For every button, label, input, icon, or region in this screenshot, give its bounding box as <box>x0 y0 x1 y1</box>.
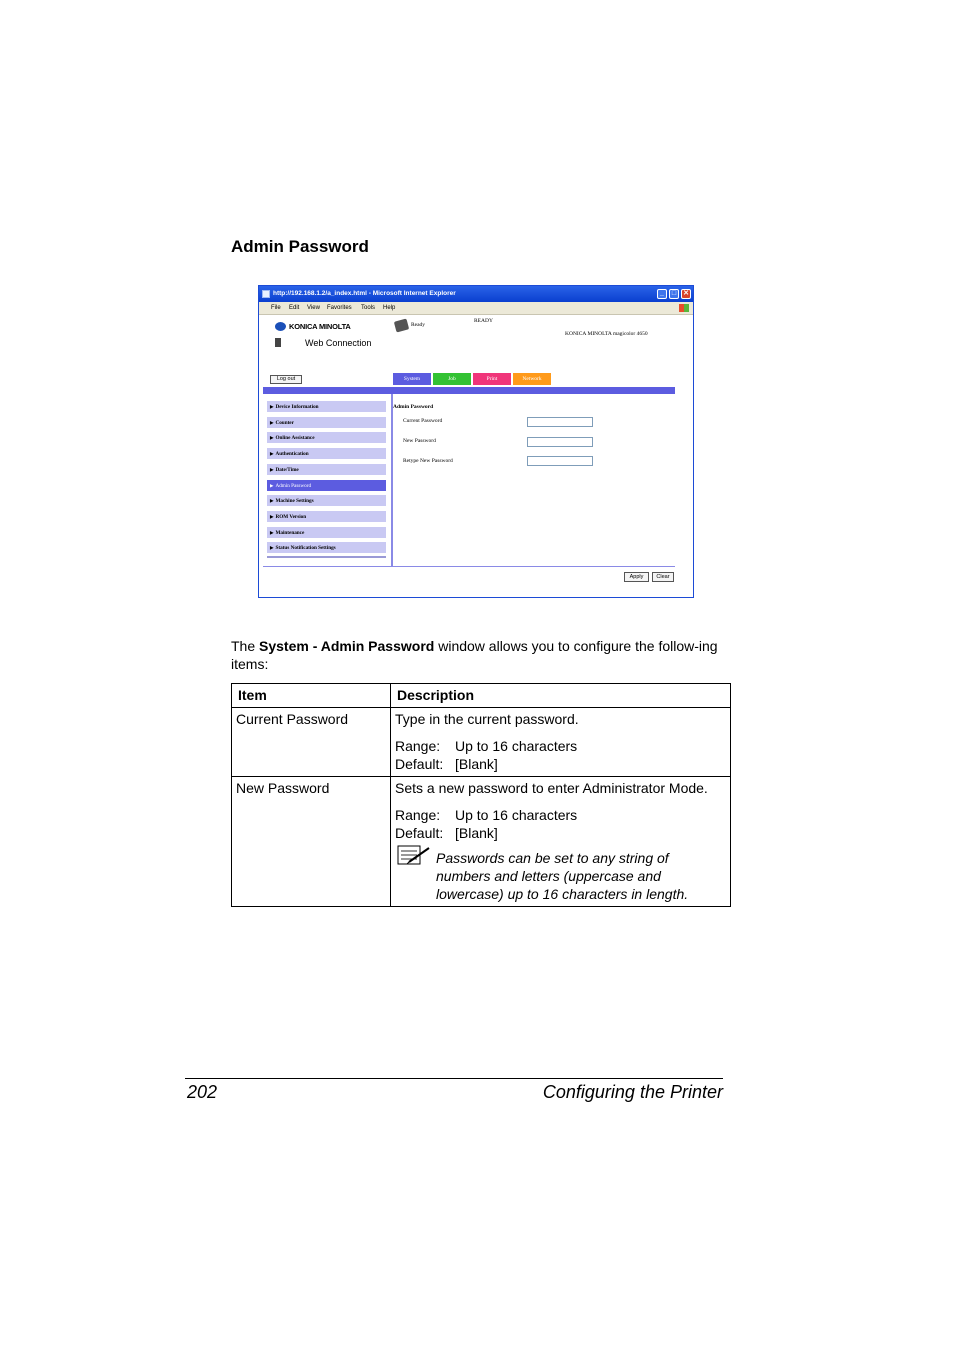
sidebar-item[interactable] <box>267 448 386 459</box>
arrow-right-icon: ▶ <box>270 482 274 488</box>
arrow-right-icon: ▶ <box>270 513 274 519</box>
konica-minolta-logo-icon <box>275 322 286 331</box>
footer-rule <box>185 1078 723 1079</box>
maximize-button[interactable]: □ <box>669 289 679 299</box>
printer-ready-label: Ready <box>411 322 426 328</box>
arrow-right-icon: ▶ <box>270 466 274 472</box>
menu-bar <box>259 302 693 315</box>
range-label: Range: <box>395 807 441 823</box>
current-password-label: Current Password <box>403 418 443 424</box>
default-value: [Blank] <box>455 825 498 841</box>
logout-button[interactable]: Log out <box>270 375 302 384</box>
pagescope-logo-icon <box>275 338 282 347</box>
minimize-button[interactable]: _ <box>657 289 667 299</box>
form-title: Admin Password <box>393 404 434 410</box>
retype-password-label: Retype New Password <box>403 458 453 464</box>
arrow-right-icon: ▶ <box>270 545 274 551</box>
new-password-label: New Password <box>403 438 436 444</box>
sidebar-bottom-rule <box>267 556 386 558</box>
row-item: Current Password <box>232 708 391 777</box>
printer-status: READY <box>474 318 493 324</box>
sidebar-item-label: Online Assistance <box>275 435 315 442</box>
note-text: Passwords can be set to any string of numbers and letters (uppercase and lowercase) up to 16 characters in length. <box>436 850 689 902</box>
default-value: [Blank] <box>455 756 498 772</box>
ie-app-icon <box>262 290 270 298</box>
arrow-right-icon: ▶ <box>270 435 274 441</box>
section-heading: Admin Password <box>231 237 369 256</box>
sidebar-item-label: Date/Time <box>275 466 299 473</box>
sidebar-item[interactable] <box>267 480 386 491</box>
range-label: Range: <box>395 738 441 754</box>
arrow-right-icon: ▶ <box>270 451 274 457</box>
arrow-right-icon: ▶ <box>270 419 274 425</box>
row-item: New Password <box>232 777 391 907</box>
close-button[interactable]: ✕ <box>681 289 691 299</box>
tab-job[interactable]: Job <box>433 373 471 385</box>
footer-divider <box>263 566 675 567</box>
sidebar-item-label: Counter <box>275 419 294 426</box>
note-block <box>395 849 726 903</box>
title-bar <box>259 286 693 302</box>
tab-network[interactable]: Network <box>513 373 551 385</box>
menu-tools[interactable]: Tools <box>361 305 376 311</box>
range-line <box>395 806 726 824</box>
retype-password-input[interactable] <box>527 456 593 466</box>
note-pencil-icon <box>397 844 431 866</box>
table-row <box>232 777 731 907</box>
sidebar-item[interactable] <box>267 495 386 506</box>
row-description <box>391 777 731 907</box>
arrow-right-icon: ▶ <box>270 529 274 535</box>
header-description: Description <box>391 684 731 708</box>
windows-logo-icon <box>679 304 689 312</box>
sidebar-item-label: Device Information <box>275 404 319 410</box>
sidebar-item-label: ROM Version <box>275 513 307 520</box>
menu-edit[interactable]: Edit <box>289 305 300 311</box>
printer-icon <box>394 319 409 333</box>
row-description <box>391 708 731 777</box>
arrow-right-icon: ▶ <box>270 498 274 504</box>
range-value: Up to 16 characters <box>455 738 578 754</box>
intro-bold: System - Admin Password <box>259 638 435 654</box>
page-number: 202 <box>187 1082 218 1102</box>
web-connection-title: Web Connection <box>305 338 372 348</box>
arrow-right-icon: ▶ <box>270 404 274 409</box>
new-password-input[interactable] <box>527 437 593 447</box>
sidebar-item[interactable] <box>267 511 386 522</box>
intro-paragraph <box>231 637 721 673</box>
range-value: Up to 16 characters <box>455 807 578 823</box>
sidebar-item-label: Authentication <box>275 451 309 458</box>
sidebar-item[interactable] <box>267 527 386 538</box>
intro-pre: The <box>231 638 260 654</box>
chapter-title: Configuring the Printer <box>542 1082 723 1102</box>
range-line <box>395 737 726 755</box>
clear-button[interactable]: Clear <box>652 572 674 582</box>
panel-divider <box>391 394 393 566</box>
sidebar-item[interactable] <box>267 401 386 412</box>
default-label: Default: <box>395 756 444 772</box>
header-item: Item <box>232 684 391 708</box>
default-line <box>395 824 726 842</box>
default-label: Default: <box>395 825 444 841</box>
apply-button[interactable]: Apply <box>624 572 649 582</box>
current-password-input[interactable] <box>527 417 593 427</box>
sidebar-item-label: Machine Settings <box>275 498 314 505</box>
sidebar-item[interactable] <box>267 432 386 443</box>
sidebar-item-label: Admin Password <box>275 482 312 489</box>
table-row <box>232 708 731 777</box>
window-title: http://192.168.1.2/a_index.html - Microsoft Internet Explorer <box>273 290 456 297</box>
sidebar-item[interactable] <box>267 542 386 553</box>
description-text: Type in the current password. <box>395 711 579 727</box>
sidebar-item-label: Maintenance <box>275 529 305 536</box>
table-header-row <box>232 684 731 708</box>
tab-print[interactable]: Print <box>473 373 511 385</box>
menu-view[interactable]: View <box>307 305 320 311</box>
menu-file[interactable]: File <box>271 305 281 311</box>
intro-post: window allows you to configure the follow-ing items: <box>231 638 718 672</box>
menu-help[interactable]: Help <box>383 305 396 311</box>
menu-favorites[interactable]: Favorites <box>327 305 352 311</box>
items-table <box>231 683 731 907</box>
sidebar-item[interactable] <box>267 417 386 428</box>
printer-model: KONICA MINOLTA magicolor 4650 <box>565 331 648 337</box>
tab-system[interactable]: System <box>393 373 431 385</box>
browser-window <box>258 285 694 598</box>
header-divider <box>263 387 675 394</box>
brand-name: KONICA MINOLTA <box>289 322 351 331</box>
sidebar-item-label: Status Notification Settings <box>275 545 336 552</box>
default-line <box>395 755 726 773</box>
description-text: Sets a new password to enter Administrator Mode. <box>395 780 708 796</box>
sidebar-item[interactable] <box>267 464 386 475</box>
